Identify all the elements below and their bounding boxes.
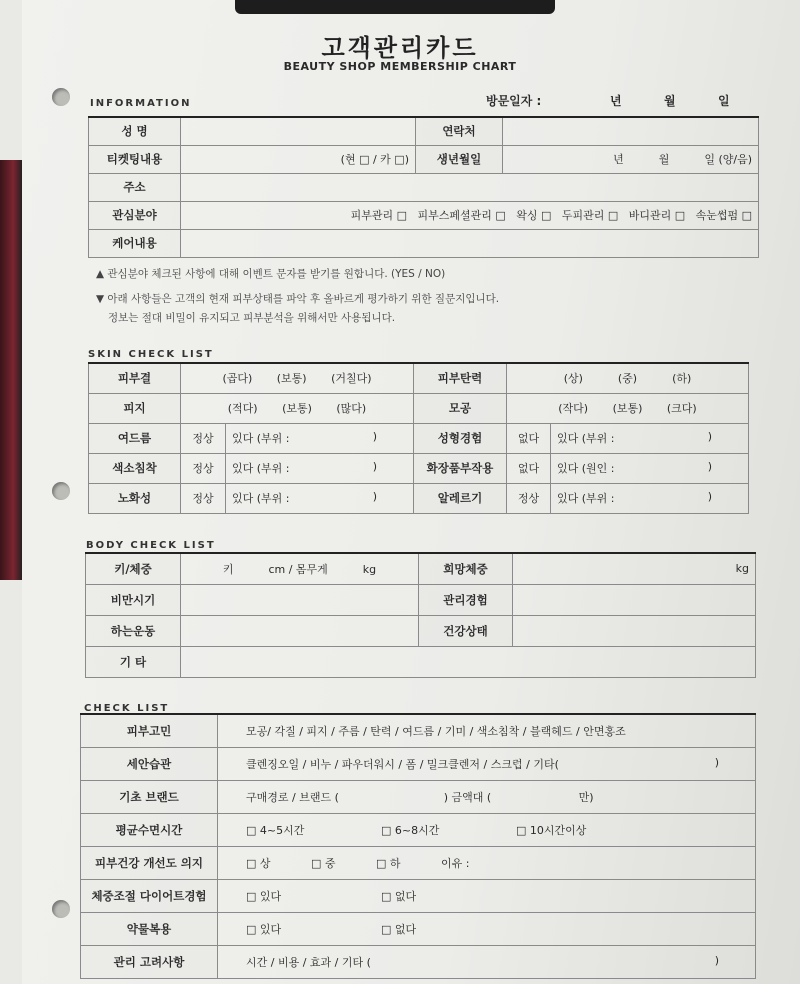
field-value[interactable] [218,747,756,780]
check-list-table [80,713,756,979]
closing-paren: ) [372,490,377,503]
field-value[interactable] [218,780,756,813]
field-value[interactable] [218,912,756,945]
field-label [89,363,181,393]
table-row [89,363,749,393]
label-text: 관심분야 [112,208,157,222]
form-title: 고객관리카드 [321,34,479,62]
table-row [89,483,749,513]
value-text: 없다 [517,432,540,445]
section-skin-check: SKIN CHECK LIST [88,349,214,360]
table-row [86,584,756,615]
field-value[interactable] [513,615,756,646]
value-text: 있다 (원인 : [557,462,615,475]
field-value[interactable] [551,483,749,513]
closing-paren: ) [372,460,377,473]
field-value[interactable] [181,615,419,646]
field-value[interactable] [507,393,749,423]
field-label [419,584,513,615]
field-label [414,363,507,393]
field-label [81,912,218,945]
label-text: 색소침착 [112,461,157,475]
label-text: 피부결 [117,371,152,386]
binder-hole [52,88,70,106]
field-label [416,145,503,173]
field-value[interactable] [226,453,414,483]
field-value[interactable] [551,453,749,483]
label-text: 관리경험 [443,592,488,607]
label-text: 노화성 [117,491,152,505]
value-text: 없다 [517,462,540,475]
table-row [89,423,749,453]
value-text: (상) (중) (하) [563,372,692,386]
field-label [81,813,218,846]
field-value[interactable] [218,846,756,879]
field-value[interactable] [551,423,749,453]
visit-day: 일 [718,94,730,108]
note-privacy: 정보는 절대 비밀이 유지되고 피부분석을 위해서만 사용됩니다. [108,312,396,324]
section-body-check: BODY CHECK LIST [86,540,216,551]
label-text: 모공 [448,401,472,415]
closing-paren: ) [372,430,377,443]
value-text: 피부관리 □ 피부스페셜관리 □ 왁싱 □ 두피관리 □ 바디관리 □ 속눈썹펌 □ [350,209,752,222]
value-text: 있다 (부위 : [557,492,615,505]
value-text: 정상 [192,432,214,445]
field-value[interactable] [181,483,226,513]
table-row [86,646,756,677]
field-value[interactable] [226,423,414,453]
table-row [81,912,756,945]
field-value[interactable] [503,117,759,145]
table-row [86,615,756,646]
field-value[interactable] [503,145,759,173]
binder-hole [52,482,70,500]
field-label [86,646,181,677]
label-text: 건강상태 [443,623,488,638]
field-value[interactable] [181,173,759,201]
field-value[interactable] [507,483,551,513]
table-row [86,553,756,584]
table-row [89,229,759,257]
field-label [81,846,218,879]
field-value[interactable] [218,813,756,846]
table-row [81,747,756,780]
table-row [89,201,759,229]
value-text: 정상 [192,492,214,505]
information-table [88,116,759,258]
binder-hole [52,900,70,918]
label-text: 세안습관 [126,756,172,771]
table-row [89,145,759,173]
checkbox-option[interactable]: □ 있다 [246,922,282,936]
field-value[interactable] [513,553,756,584]
value-text: 있다 (부위 : [232,462,290,475]
field-value[interactable] [181,145,416,173]
field-label [81,780,218,813]
field-value[interactable] [513,584,756,615]
label-text: 연락처 [442,124,476,139]
label-text: 평균수면시간 [115,822,183,837]
field-value[interactable] [181,363,414,393]
checkbox-option[interactable]: □ 없다 [381,922,417,936]
field-value[interactable] [181,584,419,615]
form-subtitle: BEAUTY SHOP MEMBERSHIP CHART [283,60,517,73]
label-text: 생년월일 [436,152,482,166]
checkbox-option[interactable]: □ 10시간이상 [516,823,587,837]
value-text: 키 cm / 몸무게 kg [222,562,377,576]
field-label [89,173,181,201]
field-label [89,201,181,229]
label-text: 성 명 [121,124,148,139]
field-label [89,483,181,513]
field-value[interactable] [181,201,759,229]
table-row [81,879,756,912]
value-text: 클렌징오일 / 비누 / 파우더워시 / 폼 / 밀크클렌저 / 스크럽 / 기타( [246,757,559,771]
value-text: 모공/ 각질 / 피지 / 주름 / 탄력 / 여드름 / 기미 / 색소침착 / 블랙헤드 / 안면홍조 [246,724,626,738]
closing-paren: ) [707,460,712,473]
body-check-table [85,552,756,678]
value-text: (현 □ / 카 □) [340,153,409,166]
visit-date-label: 방문일자 : [486,94,542,108]
label-text: 기초 브랜드 [119,789,179,804]
label-text: 체중조절 다이어트경험 [91,888,207,903]
field-label [81,714,218,747]
field-value[interactable] [218,879,756,912]
field-label [414,423,507,453]
label-text: 티켓팅내용 [106,152,163,166]
label-text: 피부건강 개선도 의지 [95,855,203,870]
value-text: 시간 / 비용 / 효과 / 기타 ( [246,955,371,969]
table-row [89,117,759,145]
field-label [86,553,181,584]
checkbox-option[interactable]: □ 4~5시간 [246,823,305,837]
value-text: (곱다) (보통) (거칠다) [222,372,372,386]
field-label [89,453,181,483]
field-value[interactable] [181,117,416,145]
field-value[interactable] [181,553,419,584]
field-value[interactable] [218,714,756,747]
field-value[interactable] [181,393,414,423]
checkbox-option[interactable]: □ 중 [311,856,336,870]
background-edge [0,160,22,580]
visit-year: 년 [610,94,622,108]
field-value[interactable] [218,945,756,978]
field-label [419,615,513,646]
note-event-sms: ▲ 관심분야 체크된 사항에 대해 이벤트 문자를 받기를 원합니다. (YES / NO) [96,268,446,280]
field-label [414,453,507,483]
label-text: 케어내용 [112,236,157,250]
label-text: 피지 [123,401,146,415]
label-text: 화장품부작용 [426,461,494,475]
checkbox-option[interactable]: □ 없다 [381,889,417,903]
section-check-list: CHECK LIST [84,703,170,714]
label-text: 주소 [123,180,146,194]
label-text: 키/체중 [114,561,152,576]
field-label [89,423,181,453]
value-text: (적다) (보통) (많다) [227,402,367,415]
field-value[interactable] [181,423,226,453]
field-value[interactable] [507,363,749,393]
table-row [81,813,756,846]
table-row [89,453,749,483]
label-text: 알레르기 [437,491,483,505]
visit-month: 월 [664,94,676,108]
closing-paren: ) [707,430,712,443]
label-text: 성형경험 [437,431,483,445]
field-label [81,747,218,780]
value-text: 있다 (부위 : [557,432,615,445]
table-row [81,945,756,978]
value-text: kg [735,562,749,576]
value-text: 정상 [517,492,540,505]
label-text: 기 타 [119,654,147,669]
checkbox-option[interactable]: 이유 : [441,856,470,870]
field-value[interactable] [507,423,551,453]
value-text: 구매경로 / 브랜드 ( ) 금액대 ( 만) [246,790,594,804]
field-label [416,117,503,145]
skin-check-table [88,362,749,514]
label-text: 여드름 [117,431,152,445]
value-text: 있다 (부위 : [232,492,290,505]
section-information: INFORMATION [90,98,192,109]
label-text: 피부탄력 [437,371,483,386]
field-value[interactable] [181,453,226,483]
label-text: 관리 고려사항 [113,954,185,969]
field-value[interactable] [181,646,756,677]
field-value[interactable] [226,483,414,513]
closing-paren: ) [714,755,719,769]
table-row [81,846,756,879]
field-label [81,879,218,912]
field-label [414,393,507,423]
label-text: 피부고민 [126,723,172,738]
checkbox-option[interactable]: □ 6~8시간 [381,823,440,837]
clipboard-clip [235,0,555,14]
table-row [81,714,756,747]
field-value[interactable] [181,229,759,257]
value-text: 년 월 일 (양/음) [613,153,752,166]
field-label [419,553,513,584]
value-text: 있다 (부위 : [232,432,290,445]
label-text: 약물복용 [126,921,172,936]
field-label [89,229,181,257]
label-text: 하는운동 [110,623,156,638]
field-label [414,483,507,513]
label-text: 희망체중 [443,561,488,576]
field-label [86,584,181,615]
field-label [89,145,181,173]
label-text: 비만시기 [110,592,156,607]
checkbox-option[interactable]: □ 있다 [246,889,282,903]
closing-paren: ) [707,490,712,503]
field-value[interactable] [507,453,551,483]
checkbox-option[interactable]: □ 하 [376,856,401,870]
value-text: 정상 [192,462,214,475]
value-text: (작다) (보통) (크다) [558,402,697,415]
closing-paren: ) [714,953,719,967]
field-label [89,393,181,423]
table-row [89,173,759,201]
note-questionnaire: ▼ 아래 사항들은 고객의 현재 피부상태를 파악 후 올바르게 평가하기 위한 질문지입니다. [96,293,500,305]
table-row [89,393,749,423]
field-label [86,615,181,646]
field-label [89,117,181,145]
table-row [81,780,756,813]
field-label [81,945,218,978]
checkbox-option[interactable]: □ 상 [246,856,271,870]
